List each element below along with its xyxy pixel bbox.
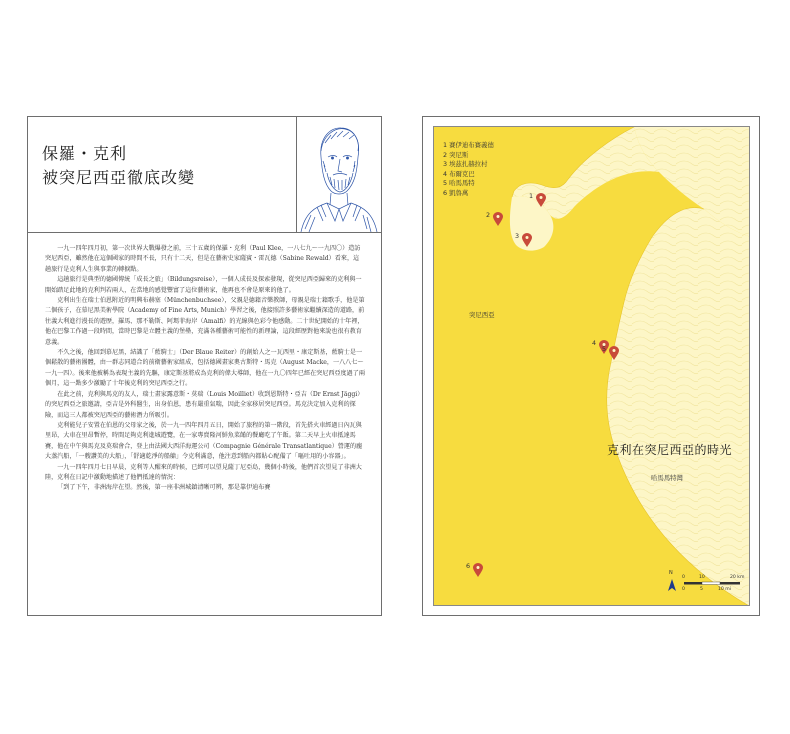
scale-mi-10: 10 mi [718, 587, 732, 592]
article-header [28, 117, 381, 233]
marker-number: 4 [592, 339, 597, 347]
left-page [27, 116, 382, 616]
paragraph: 一九一四年四月初，第一次世界大戰爆發之前，三十五歲的保羅・克利（Paul Klee，一八七九～一九四〇）造訪突尼西亞，雖然他在這個國家的時間不長，只有十二天，但是在藝術史家薩賓・雷瓦德（Sabine Rewald）看來，這趟旅行是克利人生與事業的轉捩點。 [45, 245, 361, 273]
map-marker-2[interactable] [486, 211, 504, 227]
legend-item: 1 賽伊迪布賽義德 [443, 141, 494, 149]
article-title-subtitle: 被突尼西亞徹底改變 [42, 168, 196, 187]
compass-label: N [669, 570, 673, 576]
portrait-engraving [297, 117, 381, 232]
portrait-image [296, 117, 381, 232]
paragraph: 「到了下午，非洲海岸在望。然後，第一座非洲城鎮清晰可辨，那是靠伊迪布賽 [57, 484, 271, 492]
map-title: 克利在突尼西亞的時光 [607, 443, 733, 457]
map-label-tunisia: 突尼西亞 [469, 311, 495, 319]
map-legend [443, 141, 494, 199]
scale-bar [684, 582, 740, 585]
map-marker-1[interactable] [529, 192, 547, 208]
scale-km-0: 0 [682, 575, 685, 580]
paragraph: 克利出生在瑞士伯恩附近的明興布赫塞（Münchenbuchsee），父親是德籍音樂教師，母親是瑞士籍歌手，他是第二個孩子，在慕尼黑美術學院（Academy of Fine Arts, Munich）學習之後，他接照許多藝術家繼續深造的道路，前往義大利進行漫長的遊歷，羅馬、那不勒斯、阿瑪菲海岸（Amalfi）的光線與色彩令他感動。二十世紀開始的十年裡，他在巴黎工作過一段時間，當時巴黎是立體主義的堡壘，充滿各種藝術可能性的新理論，這段經歷對他來說也很有教育意義。 [45, 297, 365, 346]
paragraph: 這趟旅行是典型的德國傳統「成長之旅」（Bildungsreise），一個人成長及探索發現，從突尼西亞歸來的克利與一開始踏足此地的克利判若兩人，在當地的感覺豐富了這位藝術家，他再也不會是原來的他了。 [45, 276, 362, 294]
legend-item: 2 突尼斯 [443, 150, 469, 159]
article-title-name: 保羅・克利 [42, 144, 128, 163]
marker-number: 5 [602, 345, 607, 353]
scale-km-10: 10 [699, 575, 705, 580]
map-marker-6[interactable] [466, 562, 484, 578]
marker-number: 1 [529, 192, 534, 200]
map-marker-5[interactable] [602, 345, 620, 361]
scale-km-20: 20 km [730, 575, 745, 580]
map-marker-3[interactable] [515, 232, 533, 248]
legend-item: 3 埃茲扎赫拉村 [443, 160, 488, 169]
marker-number: 6 [466, 562, 471, 570]
legend-item: 6 凱魯萬 [443, 188, 469, 197]
right-page [422, 116, 760, 616]
marker-number: 3 [515, 232, 520, 240]
paragraph: 不久之後，他回到慕尼黑，結識了「藍騎士」（Der Blaue Reiter）的創始人之一瓦西里・康定斯基，藍騎士是一個鬆散的藝術團體，由一群志同道合的前衛藝術家組成，包括德國畫家奧古斯特・馬克（August Macke，一八八七～一九一四）。後來他被稱為表現主義的先驅，康定斯基將成為克利的偉大導師，他在一九〇四年已經在突尼西亞度過了兩個月，這一點多少激勵了十年後克利的突尼西亞之行。 [45, 349, 365, 388]
legend-item: 5 哈馬馬特 [443, 179, 475, 188]
scale-mi-0: 0 [682, 587, 685, 592]
map-label-gulf: 哈馬馬特灣 [651, 474, 683, 482]
article-body [45, 244, 365, 610]
marker-number: 2 [486, 211, 491, 219]
paragraph: 一九一四年四月七日早晨，克利等人醒來的時候，已經可以望見薩丁尼亞島，幾個小時後，他們首次望見了非洲大陸，克利在日記中激動地描述了他們抵達的情況： [45, 463, 362, 481]
paragraph: 在此之前，克利與馬克的友人，瑞士畫家露意斯・莫瑞（Louis Moilliet）收到恩斯特・亞吉（Dr Ernst Jäggi）的突尼西亞之旅邀請，亞吉是外科醫生，出身伯恩，患有嚴重氣喘，因此全家移居突尼西亞。馬克決定加入克利的探險，而這三人都被突尼西亞的藝術潛力所吸引。 [45, 390, 364, 419]
paragraph: 克利能兒子安置在伯恩的父母家之後，於一九一四年四月五日，開始了旅程的第一階段，首先搭火車經過日內瓦與里昂，大車在里昂暫停，時間足夠克利進城遊覽，在一家專賣隆河鮮魚菜餚的餐廳吃了午飯。第二天早上火車抵達馬賽，他在中午與馬克及莫瑞會合，登上由法國大西洋海運公司（Compagnie Générale Transatlantique）營運的龐大蒸汽船，「一艘讚美的大船」，「舒適乾淨的船艙」令克利滿意，他注意到船內都貼心配備了「嘔吐用的小容器」。 [45, 421, 363, 461]
map-background [434, 127, 750, 606]
scale-mi-5: 5 [700, 587, 703, 592]
tunisia-map [433, 126, 750, 606]
legend-item: 4 布爾克巴 [443, 169, 475, 178]
